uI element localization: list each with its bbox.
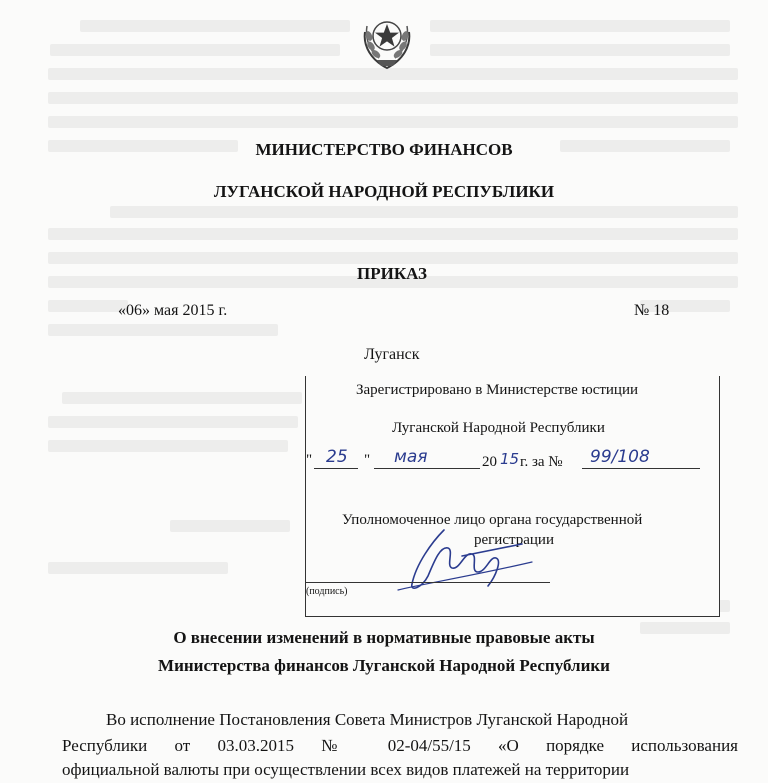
reg-number-underline: [582, 468, 700, 469]
ministry-name-line2: ЛУГАНСКОЙ НАРОДНОЙ РЕСПУБЛИКИ: [213, 182, 555, 201]
subject-line1: О внесении изменений в нормативные правовые акты: [173, 628, 595, 647]
stamp-year-prefix: 20: [482, 454, 497, 470]
stamp-year-suffix: 15: [500, 450, 520, 468]
order-title: ПРИКАЗ: [357, 264, 427, 283]
stamp-quote-close: ": [364, 452, 371, 468]
order-city: Луганск: [364, 346, 420, 363]
day-underline: [314, 468, 358, 469]
stamp-line1: Зарегистрировано в Министерстве юстиции: [356, 382, 639, 398]
stamp-authorized-line2: регистрации: [474, 532, 554, 548]
stamp-year-label: г. за №: [520, 454, 563, 470]
stamp-reg-number: 99/108: [590, 447, 650, 467]
signature-label: (подпись): [306, 586, 348, 597]
stamp-line2: Луганской Народной Республики: [392, 420, 605, 436]
coat-of-arms-emblem: [357, 2, 417, 72]
month-underline: [374, 468, 480, 469]
stamp-authorized-line1: Уполномоченное лицо органа государственной: [342, 512, 643, 528]
body-line1: Во исполнение Постановления Совета Министров Луганской Народной: [106, 710, 629, 729]
body-line2: Республики от 03.03.2015 № 02-04/55/15 «О порядке использования: [62, 736, 738, 755]
body-line3: официальной валюты при осуществлении всех видов платежей на территории: [62, 760, 630, 779]
ministry-name-line1: МИНИСТЕРСТВО ФИНАНСОВ: [255, 140, 513, 159]
stamp-month: мая: [394, 447, 428, 467]
stamp-day: 25: [326, 447, 348, 467]
stamp-quote-open: ": [306, 452, 313, 468]
order-number: № 18: [634, 302, 670, 319]
signature-line: [306, 582, 550, 583]
signature: [392, 526, 542, 596]
subject-line2: Министерства финансов Луганской Народной Республики: [158, 656, 610, 675]
registration-stamp: [305, 376, 720, 617]
order-date: «06» мая 2015 г.: [118, 302, 228, 319]
